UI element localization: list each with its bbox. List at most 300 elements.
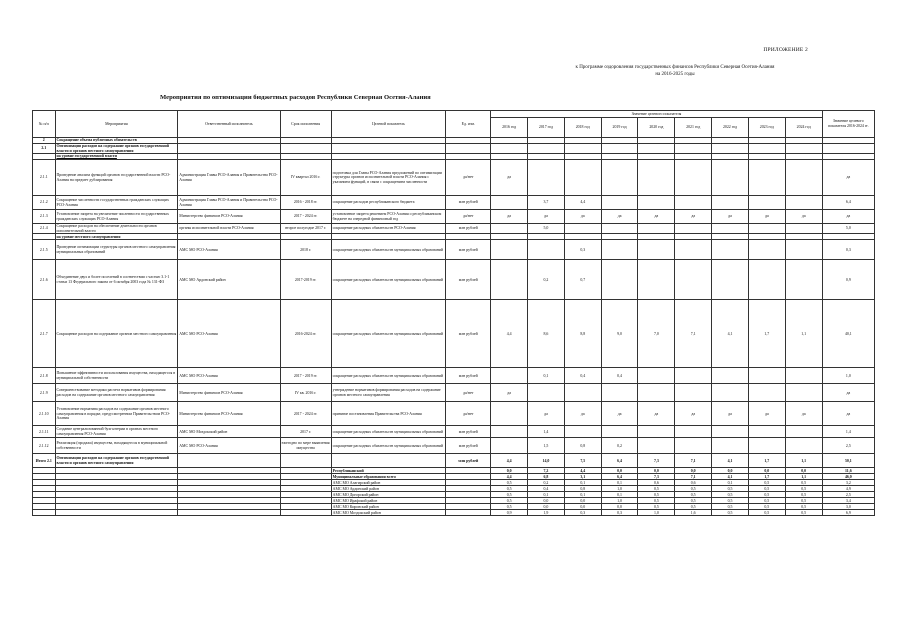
table-cell [748, 224, 785, 234]
header-year: 2022 год [712, 118, 749, 138]
table-cell: 4,4 [491, 300, 528, 368]
table-cell [178, 510, 280, 516]
table-cell [785, 144, 822, 154]
table-cell [638, 144, 675, 154]
table-cell: Создание централизованной бухгалтерии в органах местного самоуправления РСО-Алания [55, 426, 178, 438]
table-cell: 1,4 [822, 426, 874, 438]
table-cell: 1,9 [528, 510, 565, 516]
table-cell: да [528, 402, 565, 426]
table-cell [675, 384, 712, 402]
table-cell: Повышение эффективности использования имущества, находящегося в муниципальной собственности [55, 368, 178, 384]
table-cell: 6,4 [822, 196, 874, 210]
table-row [33, 368, 875, 384]
table-cell: 2.1.3 [33, 210, 56, 224]
table-cell: Министерство финансов РСО-Алания [178, 384, 280, 402]
table-cell: 1,1 [785, 474, 822, 480]
table-cell [748, 368, 785, 384]
table-cell: млн рублей [446, 224, 491, 234]
table-cell: 0,2 [528, 480, 565, 486]
table-cell: второе полугодие 2017 г. [280, 224, 331, 234]
table-cell: да [785, 402, 822, 426]
table-cell [638, 160, 675, 196]
table-cell [712, 240, 749, 260]
table-cell [748, 240, 785, 260]
table-cell [785, 260, 822, 300]
table-cell: 0,1 [528, 492, 565, 498]
table-cell: 4,1 [712, 474, 749, 480]
table-cell: 7,5 [564, 454, 601, 468]
table-cell: 2.1.10 [33, 402, 56, 426]
table-cell: 4,4 [564, 196, 601, 210]
table-cell: 0,5 [675, 486, 712, 492]
table-cell [712, 426, 749, 438]
table-cell: млн рублей [446, 454, 491, 468]
table-cell [638, 260, 675, 300]
table-cell: 2.1 [33, 144, 56, 154]
table-cell: 1,0 [822, 368, 874, 384]
table-cell [491, 196, 528, 210]
table-cell: да [712, 210, 749, 224]
table-cell: АМС МО РСО-Алания [178, 240, 280, 260]
table-cell [638, 438, 675, 454]
table-cell [178, 144, 280, 154]
table-cell: 2.1.4 [33, 224, 56, 234]
table-cell: да [638, 210, 675, 224]
table-cell: 14,0 [528, 454, 565, 468]
table-cell: 0,5 [712, 486, 749, 492]
table-cell: Сокращение расходов на содержание органов местного самоуправления [55, 300, 178, 368]
table-cell: АМС МО Моздокский район [331, 510, 446, 516]
table-cell: 0,1 [712, 480, 749, 486]
table-cell: 1,0 [601, 486, 638, 492]
header-total: Значение целевого показателя 2016-2024 гг. [822, 111, 874, 138]
table-cell [785, 224, 822, 234]
table-cell: 0,5 [785, 486, 822, 492]
table-cell: АМС МО Кировский район [331, 504, 446, 510]
table-cell: Республиканский [331, 468, 446, 474]
table-cell: 7,1 [675, 454, 712, 468]
table-cell: 0,5 [712, 498, 749, 504]
table-cell: 1,1 [785, 300, 822, 368]
table-cell [491, 240, 528, 260]
table-cell: да [785, 210, 822, 224]
table-cell: млн рублей [446, 300, 491, 368]
table-cell [55, 510, 178, 516]
table-cell [785, 384, 822, 402]
table-cell: Сокращение расходов на обеспечение деятельности органов исполнительной власти [55, 224, 178, 234]
table-cell: 2016-2024 гг. [280, 300, 331, 368]
table-cell [785, 240, 822, 260]
table-row [33, 144, 875, 154]
table-cell: на уровне государственной власти [55, 154, 178, 160]
table-cell: 6,4 [601, 454, 638, 468]
table-cell: АМС МО Дигорский район [331, 492, 446, 498]
table-cell: 8,6 [528, 300, 565, 368]
table-cell: 0,0 [785, 468, 822, 474]
table-cell: ежегодно по мере выявления имущества [280, 438, 331, 454]
table-cell: 0,5 [712, 504, 749, 510]
table-cell: 0,0 [491, 468, 528, 474]
table-cell: сокращение расходных обязательств муниципальных образований [331, 368, 446, 384]
table-cell: 7,1 [675, 474, 712, 480]
table-cell: да [675, 402, 712, 426]
table-cell: 3,0 [822, 504, 874, 510]
table-cell: Сокращение объема публичных обязательств [55, 138, 178, 144]
table-cell [491, 144, 528, 154]
table-cell [675, 224, 712, 234]
table-cell [712, 368, 749, 384]
table-cell [748, 160, 785, 196]
table-cell [331, 454, 446, 468]
table-cell: 9,0 [601, 300, 638, 368]
table-cell: 0,5 [748, 504, 785, 510]
header-result: Целевой показатель [331, 111, 446, 138]
document-title: Мероприятия по оптимизации бюджетных расходов Республики Северная Осетия-Алания [160, 94, 431, 101]
table-cell: 2017 - 2019 гг. [280, 368, 331, 384]
table-cell [638, 384, 675, 402]
table-cell [601, 196, 638, 210]
table-cell: IV квартал 2016 г. [280, 160, 331, 196]
table-cell: IV кв. 2016 г. [280, 384, 331, 402]
table-cell: 0,0 [675, 468, 712, 474]
table-cell: да [491, 384, 528, 402]
table-cell: 5,0 [528, 224, 565, 234]
table-cell [491, 260, 528, 300]
table-cell: сокращение расходов республиканского бюджета [331, 196, 446, 210]
table-cell: млн рублей [446, 196, 491, 210]
table-cell: Проведение анализа функций органов государственной власти РСО-Алания на предмет дублирования [55, 160, 178, 196]
table-cell: 0,7 [564, 260, 601, 300]
table-cell: 3,2 [822, 480, 874, 486]
table-cell: да [601, 402, 638, 426]
table-cell: 0,5 [638, 492, 675, 498]
table-row [33, 224, 875, 234]
table-cell: 2018 г. [280, 240, 331, 260]
table-cell: 6,8 [528, 474, 565, 480]
table-row [33, 454, 875, 468]
table-cell: подготовка для Главы РСО-Алания предложений по оптимизации структуры органов исполнительной власти РСО-Алания с указанием функций, в связи с сокращением численности [331, 160, 446, 196]
table-cell: 2,5 [822, 438, 874, 454]
table-cell: 0,3 [564, 240, 601, 260]
table-cell [491, 224, 528, 234]
table-cell: Оптимизация расходов на содержание органов государственной власти и органов местного самоуправления [55, 144, 178, 154]
header-no: № п/п [33, 111, 56, 138]
header-measure: Мероприятия [55, 111, 178, 138]
table-cell: Администрация Главы РСО-Алания и Правительства РСО-Алания [178, 160, 280, 196]
table-cell: 2.1.1 [33, 160, 56, 196]
table-cell [564, 384, 601, 402]
table-cell: да [822, 210, 874, 224]
table-cell [638, 224, 675, 234]
table-cell: 40,1 [822, 300, 874, 368]
table-cell: 8,8 [564, 300, 601, 368]
table-cell: 1,0 [601, 498, 638, 504]
table-row [33, 260, 875, 300]
table-cell: 0,5 [785, 480, 822, 486]
table-cell: 0,5 [785, 492, 822, 498]
table-cell: 3,4 [822, 498, 874, 504]
table-cell: 7,3 [638, 474, 675, 480]
table-cell: 1,4 [528, 426, 565, 438]
table-cell: 0,6 [638, 480, 675, 486]
table-cell: 0,5 [675, 498, 712, 504]
table-cell [675, 240, 712, 260]
measures-table [32, 110, 875, 516]
table-cell: 0,8 [564, 486, 601, 492]
table-cell: 0,0 [748, 468, 785, 474]
table-cell: 1,7 [748, 454, 785, 468]
table-cell [748, 438, 785, 454]
table-cell: да [601, 210, 638, 224]
table-cell: сокращение расходных обязательств муниципальных образований [331, 426, 446, 438]
sublist-row [33, 510, 875, 516]
table-cell: да [675, 210, 712, 224]
table-cell [528, 144, 565, 154]
table-cell: 2.1.6 [33, 260, 56, 300]
table-cell [748, 426, 785, 438]
table-cell [785, 196, 822, 210]
header-year: 2016 год [491, 118, 528, 138]
table-cell: 5,0 [822, 224, 874, 234]
header-deadline: Срок исполнения [280, 111, 331, 138]
table-cell: АМС МО Моздокский район [178, 426, 280, 438]
table-cell: 0,2 [601, 438, 638, 454]
table-cell: 0,5 [675, 504, 712, 510]
header-year: 2017 год [528, 118, 565, 138]
table-cell: 2.1.9 [33, 384, 56, 402]
table-cell: 0,4 [528, 486, 565, 492]
subtitle-line: к Программе оздоровления государственных финансов Республики Северная Осетия-Алания [575, 65, 775, 70]
table-cell: да [491, 210, 528, 224]
table-cell [528, 160, 565, 196]
table-row [33, 210, 875, 224]
table-row [33, 402, 875, 426]
table-cell: 0,5 [712, 510, 749, 516]
table-cell: сокращение расходных обязательств муниципальных образований [331, 300, 446, 368]
table-cell: млн рублей [446, 426, 491, 438]
table-cell [178, 454, 280, 468]
table-cell: 0,5 [712, 492, 749, 498]
table-cell [491, 438, 528, 454]
table-cell: 2 [33, 138, 56, 144]
table-cell [280, 510, 331, 516]
header-unit: Ед. изм. [446, 111, 491, 138]
table-cell: Министерство финансов РСО-Алания [178, 210, 280, 224]
table-cell [675, 196, 712, 210]
table-cell: да [748, 210, 785, 224]
table-cell: 0,9 [822, 260, 874, 300]
table-cell: 0,5 [748, 486, 785, 492]
table-cell: 0,8 [564, 438, 601, 454]
table-cell: 0,0 [528, 504, 565, 510]
table-cell: 0,5 [785, 504, 822, 510]
table-cell: Проведение оптимизации структуры органов местного самоуправления муниципальных образований [55, 240, 178, 260]
table-cell: да [822, 384, 874, 402]
table-cell: АМС МО РСО-Алания [178, 368, 280, 384]
table-cell: 4,1 [712, 454, 749, 468]
table-cell [564, 224, 601, 234]
table-cell: 2.1.7 [33, 300, 56, 368]
table-cell [712, 438, 749, 454]
table-cell [712, 196, 749, 210]
table-cell: 0,0 [712, 468, 749, 474]
document-subtitle [545, 64, 805, 78]
table-cell: 0,5 [785, 498, 822, 504]
table-cell [601, 224, 638, 234]
table-cell [785, 426, 822, 438]
table-cell: 0,5 [748, 498, 785, 504]
table-cell [491, 368, 528, 384]
table-body [33, 138, 875, 516]
table-row [33, 384, 875, 402]
table-cell: органы исполнительной власти РСО-Алания [178, 224, 280, 234]
table-cell: 0,5 [491, 486, 528, 492]
header-responsible: Ответственный исполнитель [178, 111, 280, 138]
table-cell: 1,7 [748, 474, 785, 480]
table-cell: АМС МО Ардонский район [331, 486, 446, 492]
table-cell: 0,1 [601, 480, 638, 486]
table-cell: 2.1.12 [33, 438, 56, 454]
table-cell: 0,0 [528, 498, 565, 504]
appendix-label: ПРИЛОЖЕНИЕ 2 [763, 47, 808, 53]
table-cell: да [638, 402, 675, 426]
table-cell: 2017-2019 гг. [280, 260, 331, 300]
table-cell [748, 384, 785, 402]
table-cell: да [528, 210, 565, 224]
table-cell: 1,7 [748, 300, 785, 368]
table-cell: утверждение нормативов формирования расходов на содержание органов местного самоуправления [331, 384, 446, 402]
table-cell: 0,0 [601, 468, 638, 474]
table-cell: 50,1 [822, 454, 874, 468]
table-cell [280, 144, 331, 154]
table-cell: 4,4 [491, 474, 528, 480]
table-cell: да [822, 160, 874, 196]
header-year: 2018 год [564, 118, 601, 138]
table-cell: да/нет [446, 210, 491, 224]
table-cell [601, 260, 638, 300]
header-year: 2023 год [748, 118, 785, 138]
table-cell [528, 384, 565, 402]
table-cell [675, 160, 712, 196]
table-cell: 0,0 [638, 468, 675, 474]
table-cell: да [748, 402, 785, 426]
table-cell: 0,0 [564, 504, 601, 510]
table-cell: Установление запрета на увеличение численности государственных гражданских служащих РСО-Алания [55, 210, 178, 224]
table-cell: 46,0 [822, 474, 874, 480]
table-cell: 0,0 [601, 504, 638, 510]
table-cell: 0,1 [564, 492, 601, 498]
table-cell [675, 426, 712, 438]
header-values-group: Значение целевого показателя [491, 111, 822, 118]
table-cell [822, 144, 874, 154]
table-cell: АМС МО РСО-Алания [178, 300, 280, 368]
table-cell: да [564, 402, 601, 426]
table-cell: сокращение расходных обязательств муниципальных образований [331, 240, 446, 260]
table-cell: Оптимизация расходов на содержание органов государственной власти и органов местного самоуправления [55, 454, 178, 468]
table-cell: Администрация Главы РСО-Алания и Правительства РСО-Алания [178, 196, 280, 210]
table-row [33, 300, 875, 368]
table-cell [675, 144, 712, 154]
table-cell: 0,4 [564, 368, 601, 384]
table-cell: Министерство финансов РСО-Алания [178, 402, 280, 426]
table-cell: 0,9 [491, 510, 528, 516]
table-cell [712, 224, 749, 234]
table-cell [33, 510, 56, 516]
table-cell: 4,4 [491, 454, 528, 468]
table-cell [601, 384, 638, 402]
header-year: 2021 год [675, 118, 712, 138]
table-cell [785, 438, 822, 454]
table-cell: Муниципальные образования всего [331, 474, 446, 480]
table-cell: 2016 - 2018 гг. [280, 196, 331, 210]
table-cell: 2017 - 2024 гг. [280, 210, 331, 224]
table-row [33, 240, 875, 260]
table-cell: 0,5 [748, 492, 785, 498]
table-cell: да/нет [446, 402, 491, 426]
table-cell: 0,5 [491, 492, 528, 498]
table-cell: 0,5 [491, 504, 528, 510]
table-cell [638, 196, 675, 210]
table-cell: АМС МО Алагирский район [331, 480, 446, 486]
table-cell: установление запрета решением РСО-Алания о республиканском бюджете на очередной финансовый год [331, 210, 446, 224]
header-year: 2019 год [601, 118, 638, 138]
table-cell: сокращение расходных обязательств муниципальных образований [331, 438, 446, 454]
table-cell [528, 240, 565, 260]
table-cell: 3,1 [564, 474, 601, 480]
table-cell: 0,0 [564, 498, 601, 504]
table-cell: 0,3 [564, 510, 601, 516]
table-cell: 6,9 [822, 510, 874, 516]
table-cell: 0,3 [601, 510, 638, 516]
table-cell: 1,1 [785, 454, 822, 468]
table-cell: млн рублей [446, 240, 491, 260]
table-cell: Объединение двух и более поселений в соответствии с частью 3.1-1 статьи 13 Федерального закона от 6 октября 2003 года № 131-ФЗ [55, 260, 178, 300]
table-cell [601, 160, 638, 196]
table-cell: 2017 - 2024 гг. [280, 402, 331, 426]
table-cell: 0,4 [601, 368, 638, 384]
table-cell [748, 260, 785, 300]
table-cell [675, 438, 712, 454]
table-cell: да [491, 160, 528, 196]
table-cell: 0,5 [675, 492, 712, 498]
table-cell: АМС МО Ирафский район [331, 498, 446, 504]
table-cell: 7,0 [638, 300, 675, 368]
table-cell: да/нет [446, 160, 491, 196]
table-cell: 0,5 [748, 510, 785, 516]
table-cell [491, 426, 528, 438]
table-cell [638, 426, 675, 438]
table-cell: 4,1 [712, 300, 749, 368]
table-cell [675, 368, 712, 384]
table-cell: млн рублей [446, 438, 491, 454]
table-cell [601, 144, 638, 154]
table-cell: Итого 2.1 [33, 454, 56, 468]
table-cell: 7,3 [638, 454, 675, 468]
table-row [33, 438, 875, 454]
table-cell: да [712, 402, 749, 426]
table-cell: сокращение расходных обязательств РСО-Алания [331, 224, 446, 234]
table-cell: Сокращение численности государственных гражданских служащих РСО-Алания [55, 196, 178, 210]
table-cell: 0,5 [638, 486, 675, 492]
table-cell: АМС МО РСО-Алания [178, 438, 280, 454]
table-cell: 1,0 [638, 510, 675, 516]
table-cell: млн рублей [446, 260, 491, 300]
table-cell: 0,5 [638, 504, 675, 510]
table-cell [638, 368, 675, 384]
table-cell [564, 160, 601, 196]
header-year: 2024 год [785, 118, 822, 138]
table-cell: 3,7 [528, 196, 565, 210]
